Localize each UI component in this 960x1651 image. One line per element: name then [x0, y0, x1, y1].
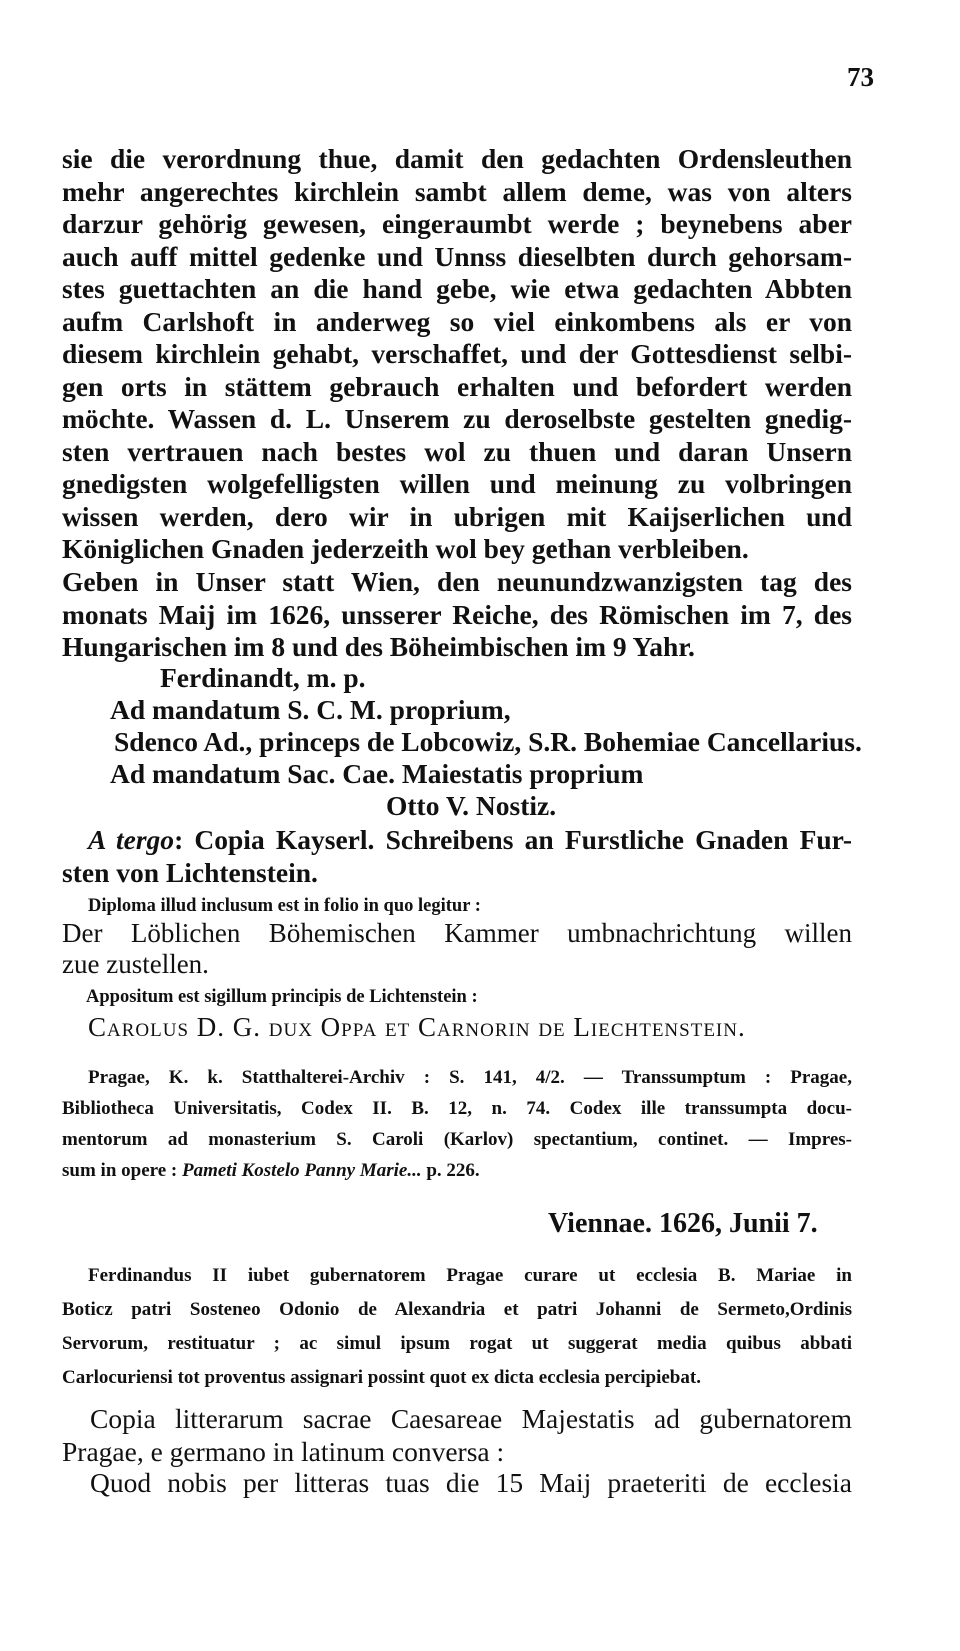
text-line: zue zustellen. — [62, 949, 209, 979]
sigillum-note: Appositum est sigillum principis de Lichtenstein : — [86, 987, 478, 1007]
text-line: sten von Lichtenstein. — [62, 856, 318, 888]
text-line: möchte. Wassen d. L. Unserem zu deroselbste gestelten gnedig- — [62, 403, 852, 434]
text-line: gnedigsten wolgefelligsten willen und meinung zu volbringen — [62, 468, 852, 499]
text-line: aufm Carlshoft in anderweg so viel einkombens als er von — [62, 305, 852, 337]
diploma-text — [62, 918, 852, 980]
main-paragraph — [62, 143, 852, 566]
text-line: diesem kirchlein gehabt, verschaffet, und der Gottesdienst selbi- — [62, 338, 852, 369]
text-line: Pragae, e germano in latinum conversa : — [62, 1436, 505, 1467]
cited-work-title: Pameti Kostelo Panny Marie... — [181, 1160, 422, 1181]
dating-paragraph — [62, 566, 852, 664]
text-line: gen orts in stättem gebrauch erhalten und befordert werden — [62, 370, 852, 402]
signature-sdenco: Sdenco Ad., princeps de Lobcowiz, S.R. Bohemiae Cancellarius. — [114, 726, 862, 757]
signature-ferdinand: Ferdinandt, m. p. — [160, 662, 366, 693]
text-line: Servorum, restituatur ; ac simul ipsum rogat ut suggerat media quibus abbati — [62, 1333, 852, 1354]
text-line: monats Maij im 1626, unsserer Reiche, des Römischen im 7, des — [62, 598, 852, 630]
text-line: Pragae, K. k. Statthalterei-Archiv : S. 141, 4/2. — Transsumptum : Pragae, — [88, 1067, 852, 1088]
text-line: Bibliotheca Universitatis, Codex II. B. 12, n. 74. Codex ille transsumpta docu- — [62, 1098, 852, 1119]
text-line: Copia litterarum sacrae Caesareae Majestatis ad gubernatorem — [90, 1403, 852, 1434]
text-line: sum in opere : Pameti Kostelo Panny Marie... p. 226. — [62, 1160, 480, 1181]
a-tergo-paragraph — [62, 824, 852, 889]
signature-mandatum-2: Ad mandatum Sac. Cae. Maiestatis proprium — [110, 758, 644, 789]
text-line: mehr angerechtes kirchlein sambt allem deme, was von alters — [62, 175, 852, 207]
text-line: sten vertrauen nach bestes wol zu thuen und daran Unsern — [62, 435, 852, 467]
source-note — [62, 1062, 852, 1186]
text-line: auch auff mittel gedenke und Unnss dieselbten durch gehorsam- — [62, 240, 852, 272]
text-line: wissen werden, dero wir in ubrigen mit Kaijserlichen und — [62, 500, 852, 532]
text-line: Carlocuriensi tot proventus assignari possint quot ex dicta ecclesia percipiebat. — [62, 1367, 701, 1388]
signature-mandatum-1: Ad mandatum S. C. M. proprium, — [110, 694, 511, 725]
text-line: darzur gehörig gewesen, eingeraumbt werde ; beynebens aber — [62, 208, 852, 239]
text-line: Der Löblichen Böhemischen Kammer umbnachrichtung willen — [62, 918, 852, 948]
text-line: mentorum ad monasterium S. Caroli (Karlov) spectantium, continet. — Impres- — [62, 1129, 852, 1150]
text-line: Geben in Unser statt Wien, den neunundzwanzigsten tag des — [62, 566, 852, 597]
text-line: Quod nobis per litteras tuas die 15 Maij praeteriti de ecclesia — [90, 1467, 852, 1498]
text-line: sie die verordnung thue, damit den gedachten Ordensleuthen — [62, 143, 852, 174]
sigillum-text: Carolus D. G. dux Oppa et Carnorin de Liechtenstein. — [88, 1012, 746, 1042]
signature-otto: Otto V. Nostiz. — [386, 790, 557, 821]
diploma-note: Diploma illud inclusum est in folio in quo legitur : — [88, 896, 481, 916]
page-number: 73 — [847, 62, 874, 92]
a-tergo-label: A tergo — [88, 824, 175, 855]
text-line: stes guettachten an die hand gebe, wie etwa gedachten Abbten — [62, 273, 852, 304]
text-line: Ferdinandus II iubet gubernatorem Pragae curare ut ecclesia B. Mariae in — [88, 1265, 852, 1286]
text-line: Hungarischen im 8 und des Böheimbischen im 9 Yahr. — [62, 631, 695, 662]
text-line: Königlichen Gnaden jederzeith wol bey gethan verbleiben. — [62, 533, 749, 564]
final-line — [62, 1466, 852, 1499]
a-tergo-text: : Copia Kayserl. Schreibens an Furstliche Gnaden Fur- — [174, 824, 853, 855]
text-line: Boticz patri Sosteneo Odonio de Alexandria et patri Johanni de Sermeto,Ordinis — [62, 1299, 852, 1320]
summary — [62, 1259, 852, 1395]
copia-heading — [62, 1402, 852, 1468]
text-line — [62, 824, 852, 857]
dateline: Viennae. 1626, Junii 7. — [548, 1208, 818, 1239]
